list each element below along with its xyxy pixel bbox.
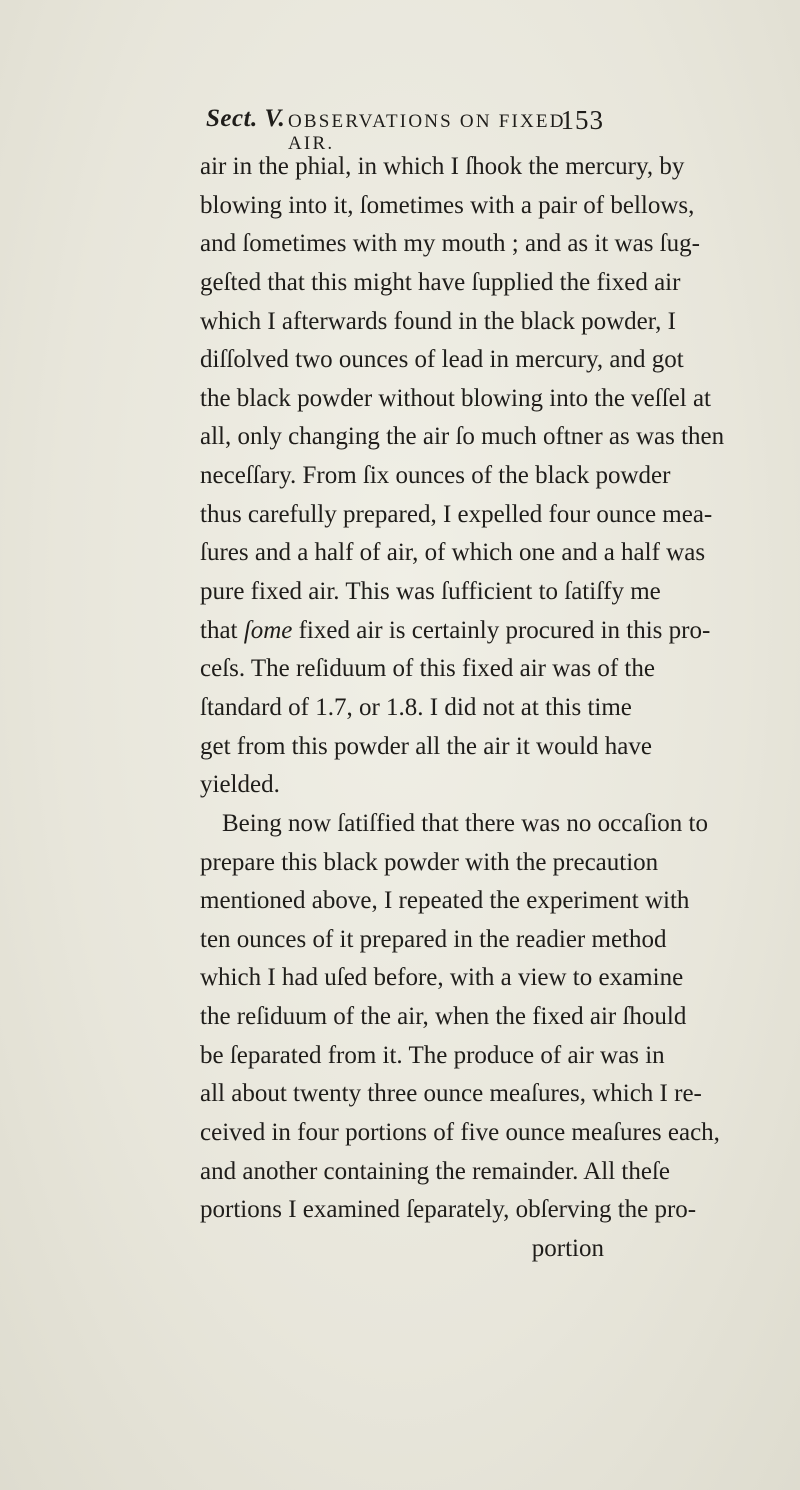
text-line: the black powder without blowing into the veſſel at xyxy=(200,384,711,412)
running-header xyxy=(206,105,604,154)
text-line: blowing into it, ſometimes with a pair of bellows, xyxy=(200,191,695,219)
text-line: diſſolved two ounces of lead in mercury, and got xyxy=(200,346,684,374)
text-line: Being now ſatiſfied that there was no occaſion to xyxy=(222,809,708,837)
text-line: geſted that this might have ſupplied the fixed air xyxy=(200,268,681,296)
text-line: get from this powder all the air it would have xyxy=(200,732,652,760)
text-line: ſtandard of 1.7, or 1.8. I did not at this time xyxy=(200,693,632,721)
section-label: Sect. V. xyxy=(206,105,286,132)
text-line: which I afterwards found in the black powder, I xyxy=(200,307,676,335)
text-line: all, only changing the air ſo much oftner as was then xyxy=(200,423,725,451)
text-line: and ſometimes with my mouth ; and as it was ſug- xyxy=(200,230,700,258)
text-line: ten ounces of it prepared in the readier method xyxy=(200,925,667,953)
text-fragment: that xyxy=(200,616,238,644)
text-line: mentioned above, I repeated the experiment with xyxy=(200,887,690,915)
running-title: OBSERVATIONS ON FIXED AIR. xyxy=(288,111,566,154)
text-line: portions I examined ſeparately, obſerving the pro- xyxy=(200,1196,697,1224)
catchword: portion xyxy=(531,1234,604,1262)
text-line: neceſſary. From ſix ounces of the black powder xyxy=(200,462,671,490)
text-line: which I had uſed before, with a view to examine xyxy=(200,964,684,992)
italic-word: ſome xyxy=(243,616,293,644)
text-line: air in the phial, in which I ſhook the mercury, by xyxy=(200,153,685,180)
text-line: ceſs. The reſiduum of this fixed air was of the xyxy=(200,655,655,683)
text-line: and another containing the remainder. All theſe xyxy=(200,1157,670,1185)
text-line: ceived in four portions of five ounce meaſures each, xyxy=(200,1119,720,1147)
body-text xyxy=(200,148,725,1269)
text-line: ſures and a half of air, of which one and a half was xyxy=(200,539,706,567)
text-line: all about twenty three ounce meaſures, which I re- xyxy=(200,1080,702,1108)
text-fragment: fixed air is certainly procured in this pro- xyxy=(298,616,711,644)
text-line: prepare this black powder with the precaution xyxy=(200,848,659,876)
text-line: the reſiduum of the air, when the fixed air ſhould xyxy=(200,1003,687,1031)
text-line: be ſeparated from it. The produce of air was in xyxy=(200,1041,665,1069)
text-line: yielded. xyxy=(200,771,280,799)
text-line: thus carefully prepared, I expelled four ounce mea- xyxy=(200,500,713,528)
page-number: 153 xyxy=(560,105,604,135)
text-line: pure fixed air. This was ſufficient to ſatiſfy me xyxy=(200,578,661,606)
text-line-with-italic xyxy=(200,612,711,651)
